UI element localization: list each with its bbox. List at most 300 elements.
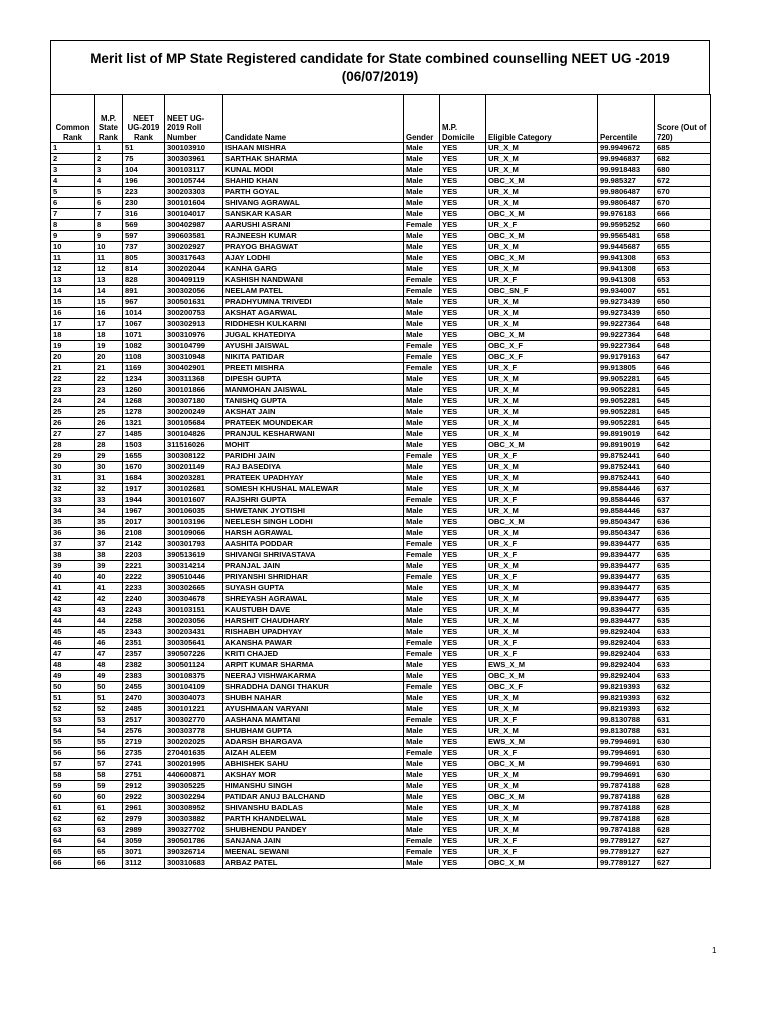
table-row xyxy=(51,770,711,781)
table-cell: 46 xyxy=(95,638,123,649)
table-cell: Male xyxy=(404,616,440,627)
table-cell: YES xyxy=(440,550,486,561)
table-cell: YES xyxy=(440,176,486,187)
table-cell: YES xyxy=(440,374,486,385)
table-cell: 300302665 xyxy=(165,583,223,594)
table-cell: 37 xyxy=(95,539,123,550)
table-cell: 46 xyxy=(51,638,95,649)
table-cell: 99.8504347 xyxy=(598,517,655,528)
table-cell: 300304073 xyxy=(165,693,223,704)
table-cell: 48 xyxy=(51,660,95,671)
table-row xyxy=(51,792,711,803)
table-cell: UR_X_F xyxy=(486,220,598,231)
table-cell: YES xyxy=(440,385,486,396)
table-cell: 99.8394477 xyxy=(598,539,655,550)
table-cell: OBC_X_M xyxy=(486,671,598,682)
table-cell: OBC_X_F xyxy=(486,341,598,352)
table-row xyxy=(51,264,711,275)
table-cell: 26 xyxy=(95,418,123,429)
table-cell: OBC_X_M xyxy=(486,792,598,803)
table-cell: Female xyxy=(404,539,440,550)
table-cell: 2989 xyxy=(123,825,165,836)
table-cell: 9 xyxy=(95,231,123,242)
table-cell: 99.7994691 xyxy=(598,737,655,748)
table-row xyxy=(51,484,711,495)
table-cell: 1014 xyxy=(123,308,165,319)
document-date: (06/07/2019) xyxy=(341,69,419,84)
table-cell: 680 xyxy=(655,165,711,176)
table-cell: 66 xyxy=(95,858,123,869)
table-cell: OBC_X_M xyxy=(486,759,598,770)
table-cell: OBC_X_M xyxy=(486,440,598,451)
table-cell: HIMANSHU SINGH xyxy=(223,781,404,792)
table-cell: 390327702 xyxy=(165,825,223,836)
table-cell: 300105744 xyxy=(165,176,223,187)
table-row xyxy=(51,187,711,198)
table-cell: UR_X_F xyxy=(486,539,598,550)
table-cell: 2922 xyxy=(123,792,165,803)
table-cell: 99.7789127 xyxy=(598,847,655,858)
table-cell: 52 xyxy=(51,704,95,715)
table-cell: Male xyxy=(404,770,440,781)
table-cell: 47 xyxy=(51,649,95,660)
table-cell: DIPESH GUPTA xyxy=(223,374,404,385)
document-title: Merit list of MP State Registered candidate for State combined counselling NEET UG -2019 xyxy=(90,51,670,66)
table-cell: 75 xyxy=(123,154,165,165)
table-cell: 45 xyxy=(51,627,95,638)
table-cell: 569 xyxy=(123,220,165,231)
table-cell: 99.9052281 xyxy=(598,374,655,385)
table-cell: 300301793 xyxy=(165,539,223,550)
table-cell: YES xyxy=(440,737,486,748)
table-cell: Male xyxy=(404,253,440,264)
table-cell: KRITI CHAJED xyxy=(223,649,404,660)
table-cell: 316 xyxy=(123,209,165,220)
table-cell: Male xyxy=(404,264,440,275)
table-cell: 658 xyxy=(655,231,711,242)
table-row xyxy=(51,396,711,407)
table-cell: 41 xyxy=(95,583,123,594)
table-cell: 99.8394477 xyxy=(598,572,655,583)
table-cell: Male xyxy=(404,374,440,385)
table-cell: Male xyxy=(404,803,440,814)
table-cell: 828 xyxy=(123,275,165,286)
table-cell: 99.7874188 xyxy=(598,781,655,792)
table-cell: YES xyxy=(440,231,486,242)
table-cell: Male xyxy=(404,198,440,209)
table-cell: 300305641 xyxy=(165,638,223,649)
merit-list-table xyxy=(50,94,711,869)
table-cell: 1684 xyxy=(123,473,165,484)
table-cell: Male xyxy=(404,209,440,220)
table-cell: AASHANA MAMTANI xyxy=(223,715,404,726)
table-cell: Male xyxy=(404,627,440,638)
table-row xyxy=(51,330,711,341)
table-cell: 99.8394477 xyxy=(598,550,655,561)
table-cell: 12 xyxy=(51,264,95,275)
table-cell: 300302770 xyxy=(165,715,223,726)
table-cell: YES xyxy=(440,165,486,176)
table-cell: 11 xyxy=(95,253,123,264)
table-cell: Female xyxy=(404,341,440,352)
table-cell: 648 xyxy=(655,341,711,352)
table-cell: 1082 xyxy=(123,341,165,352)
table-cell: 632 xyxy=(655,693,711,704)
table-cell: 99.8130788 xyxy=(598,726,655,737)
table-cell: OBC_X_M xyxy=(486,231,598,242)
table-cell: Male xyxy=(404,792,440,803)
table-cell: 50 xyxy=(51,682,95,693)
table-cell: Male xyxy=(404,660,440,671)
table-cell: 99.8292404 xyxy=(598,649,655,660)
table-cell: UR_X_M xyxy=(486,187,598,198)
table-cell: 18 xyxy=(95,330,123,341)
table-cell: 38 xyxy=(95,550,123,561)
table-cell: YES xyxy=(440,825,486,836)
table-row xyxy=(51,143,711,154)
table-cell: Male xyxy=(404,396,440,407)
table-cell: Male xyxy=(404,176,440,187)
table-cell: 99.8919019 xyxy=(598,429,655,440)
table-cell: 2233 xyxy=(123,583,165,594)
table-cell: UR_X_M xyxy=(486,429,598,440)
table-cell: 6 xyxy=(95,198,123,209)
table-row xyxy=(51,462,711,473)
table-cell: YES xyxy=(440,583,486,594)
table-cell: 1917 xyxy=(123,484,165,495)
table-cell: KAUSTUBH DAVE xyxy=(223,605,404,616)
table-cell: PATIDAR ANUJ BALCHAND xyxy=(223,792,404,803)
table-cell: AKSHAT AGARWAL xyxy=(223,308,404,319)
table-row xyxy=(51,297,711,308)
table-cell: 40 xyxy=(95,572,123,583)
table-cell: 58 xyxy=(51,770,95,781)
table-cell: 51 xyxy=(51,693,95,704)
table-cell: 1485 xyxy=(123,429,165,440)
table-row xyxy=(51,627,711,638)
table-cell: 300203056 xyxy=(165,616,223,627)
table-cell: UR_X_M xyxy=(486,165,598,176)
table-cell: Female xyxy=(404,275,440,286)
table-cell: 15 xyxy=(51,297,95,308)
table-cell: Female xyxy=(404,286,440,297)
table-cell: 99.8394477 xyxy=(598,616,655,627)
table-cell: YES xyxy=(440,242,486,253)
table-cell: 666 xyxy=(655,209,711,220)
table-cell: 2470 xyxy=(123,693,165,704)
table-cell: RAJNEESH KUMAR xyxy=(223,231,404,242)
table-cell: YES xyxy=(440,418,486,429)
table-cell: 104 xyxy=(123,165,165,176)
table-cell: 35 xyxy=(51,517,95,528)
table-cell: PARTH KHANDELWAL xyxy=(223,814,404,825)
table-cell: 99.7789127 xyxy=(598,836,655,847)
table-cell: 32 xyxy=(95,484,123,495)
table-row xyxy=(51,319,711,330)
table-cell: 300310976 xyxy=(165,330,223,341)
table-row xyxy=(51,605,711,616)
table-cell: 300103196 xyxy=(165,517,223,528)
table-cell: 300101221 xyxy=(165,704,223,715)
table-cell: YES xyxy=(440,451,486,462)
table-cell: UR_X_M xyxy=(486,627,598,638)
table-cell: 300203303 xyxy=(165,187,223,198)
table-cell: 48 xyxy=(95,660,123,671)
table-cell: UR_X_M xyxy=(486,781,598,792)
table-cell: 300101604 xyxy=(165,198,223,209)
table-cell: AYUSHMAAN VARYANI xyxy=(223,704,404,715)
table-cell: 635 xyxy=(655,594,711,605)
table-cell: 99.8584446 xyxy=(598,495,655,506)
table-cell: 99.9273439 xyxy=(598,297,655,308)
table-cell: 635 xyxy=(655,616,711,627)
table-cell: 58 xyxy=(95,770,123,781)
table-cell: 635 xyxy=(655,605,711,616)
table-cell: 99.7874188 xyxy=(598,825,655,836)
table-cell: 99.941308 xyxy=(598,264,655,275)
table-cell: 99.8394477 xyxy=(598,605,655,616)
table-row xyxy=(51,638,711,649)
table-cell: 642 xyxy=(655,440,711,451)
table-cell: 633 xyxy=(655,671,711,682)
table-row xyxy=(51,308,711,319)
table-cell: 1260 xyxy=(123,385,165,396)
table-row xyxy=(51,418,711,429)
table-cell: UR_X_M xyxy=(486,297,598,308)
table-cell: 99.8219393 xyxy=(598,704,655,715)
table-cell: 25 xyxy=(51,407,95,418)
table-cell: 52 xyxy=(95,704,123,715)
table-cell: AYUSHI JAISWAL xyxy=(223,341,404,352)
table-cell: Male xyxy=(404,319,440,330)
table-row xyxy=(51,847,711,858)
table-cell: PRIYANSHI SHRIDHAR xyxy=(223,572,404,583)
table-cell: Male xyxy=(404,858,440,869)
table-cell: YES xyxy=(440,671,486,682)
table-cell: 18 xyxy=(51,330,95,341)
table-cell: 300314214 xyxy=(165,561,223,572)
table-cell: 43 xyxy=(51,605,95,616)
table-row xyxy=(51,704,711,715)
table-cell: 27 xyxy=(95,429,123,440)
table-cell: 637 xyxy=(655,484,711,495)
table-cell: 655 xyxy=(655,242,711,253)
table-cell: Male xyxy=(404,583,440,594)
table-cell: Male xyxy=(404,385,440,396)
table-cell: 635 xyxy=(655,561,711,572)
table-cell: Male xyxy=(404,594,440,605)
table-cell: PARTH GOYAL xyxy=(223,187,404,198)
table-cell: YES xyxy=(440,330,486,341)
table-cell: AASHITA PODDAR xyxy=(223,539,404,550)
table-row xyxy=(51,715,711,726)
table-cell: 196 xyxy=(123,176,165,187)
table-header-row xyxy=(51,95,711,143)
table-row xyxy=(51,198,711,209)
table-cell: UR_X_F xyxy=(486,649,598,660)
table-cell: 29 xyxy=(51,451,95,462)
table-cell: 99.8752441 xyxy=(598,451,655,462)
table-cell: 1 xyxy=(95,143,123,154)
table-cell: 627 xyxy=(655,847,711,858)
table-cell: UR_X_M xyxy=(486,396,598,407)
table-cell: TANISHQ GUPTA xyxy=(223,396,404,407)
table-cell: 99.941308 xyxy=(598,253,655,264)
table-cell: 682 xyxy=(655,154,711,165)
table-cell: OBC_X_M xyxy=(486,330,598,341)
table-cell: Male xyxy=(404,143,440,154)
table-cell: 2142 xyxy=(123,539,165,550)
table-cell: 45 xyxy=(95,627,123,638)
table-cell: Female xyxy=(404,682,440,693)
table-cell: 55 xyxy=(95,737,123,748)
table-cell: UR_X_M xyxy=(486,242,598,253)
table-cell: 36 xyxy=(51,528,95,539)
table-cell: 637 xyxy=(655,495,711,506)
table-cell: 99.9949672 xyxy=(598,143,655,154)
table-cell: YES xyxy=(440,814,486,825)
table-cell: 30 xyxy=(95,462,123,473)
table-cell: 300303961 xyxy=(165,154,223,165)
table-cell: 8 xyxy=(95,220,123,231)
table-cell: 99.7994691 xyxy=(598,770,655,781)
table-row xyxy=(51,737,711,748)
table-cell: MEENAL SEWANI xyxy=(223,847,404,858)
table-cell: UR_X_F xyxy=(486,748,598,759)
table-cell: 23 xyxy=(95,385,123,396)
table-cell: OBC_X_M xyxy=(486,517,598,528)
table-cell: 814 xyxy=(123,264,165,275)
table-cell: YES xyxy=(440,440,486,451)
table-cell: UR_X_M xyxy=(486,814,598,825)
table-cell: UR_X_F xyxy=(486,715,598,726)
table-cell: 99.7874188 xyxy=(598,792,655,803)
table-cell: PRATEEK MOUNDEKAR xyxy=(223,418,404,429)
table-cell: 99.913805 xyxy=(598,363,655,374)
table-cell: OBC_X_M xyxy=(486,209,598,220)
table-row xyxy=(51,858,711,869)
table-cell: MOHIT xyxy=(223,440,404,451)
table-cell: Female xyxy=(404,638,440,649)
table-cell: Male xyxy=(404,418,440,429)
table-row xyxy=(51,803,711,814)
table-cell: YES xyxy=(440,627,486,638)
table-cell: 7 xyxy=(95,209,123,220)
table-cell: 15 xyxy=(95,297,123,308)
table-cell: 648 xyxy=(655,319,711,330)
table-cell: 99.9595252 xyxy=(598,220,655,231)
table-cell: 670 xyxy=(655,198,711,209)
table-cell: 631 xyxy=(655,726,711,737)
table-row xyxy=(51,451,711,462)
table-cell: 2979 xyxy=(123,814,165,825)
table-cell: 57 xyxy=(95,759,123,770)
table-cell: YES xyxy=(440,660,486,671)
table-cell: 99.9806487 xyxy=(598,198,655,209)
table-cell: Male xyxy=(404,473,440,484)
table-cell: 300200753 xyxy=(165,308,223,319)
table-cell: UR_X_M xyxy=(486,154,598,165)
table-cell: YES xyxy=(440,858,486,869)
table-cell: YES xyxy=(440,154,486,165)
table-cell: 17 xyxy=(95,319,123,330)
table-cell: 632 xyxy=(655,682,711,693)
table-cell: YES xyxy=(440,396,486,407)
table-cell: SHWETANK JYOTISHI xyxy=(223,506,404,517)
table-cell: 628 xyxy=(655,825,711,836)
table-cell: 651 xyxy=(655,286,711,297)
table-cell: Male xyxy=(404,429,440,440)
table-cell: UR_X_F xyxy=(486,638,598,649)
table-cell: 54 xyxy=(95,726,123,737)
table-row xyxy=(51,814,711,825)
table-cell: KASHISH NANDWANI xyxy=(223,275,404,286)
table-cell: 2383 xyxy=(123,671,165,682)
table-cell: OBC_X_M xyxy=(486,176,598,187)
table-cell: YES xyxy=(440,792,486,803)
table-cell: 660 xyxy=(655,220,711,231)
table-cell: 39 xyxy=(95,561,123,572)
column-header: Candidate Name xyxy=(223,95,404,143)
table-cell: 653 xyxy=(655,264,711,275)
table-cell: YES xyxy=(440,143,486,154)
table-cell: 1071 xyxy=(123,330,165,341)
table-cell: YES xyxy=(440,539,486,550)
table-cell: 47 xyxy=(95,649,123,660)
table-cell: Male xyxy=(404,187,440,198)
table-row xyxy=(51,429,711,440)
table-cell: 390326714 xyxy=(165,847,223,858)
table-cell: 53 xyxy=(51,715,95,726)
table-cell: 300203281 xyxy=(165,473,223,484)
table-row xyxy=(51,825,711,836)
table-cell: NEERAJ VISHWAKARMA xyxy=(223,671,404,682)
table-cell: SARTHAK SHARMA xyxy=(223,154,404,165)
table-cell: 10 xyxy=(95,242,123,253)
table-cell: MANMOHAN JAISWAL xyxy=(223,385,404,396)
table-row xyxy=(51,649,711,660)
table-cell: YES xyxy=(440,693,486,704)
table-cell: 2912 xyxy=(123,781,165,792)
table-cell: UR_X_M xyxy=(486,704,598,715)
table-cell: YES xyxy=(440,341,486,352)
table-cell: UR_X_F xyxy=(486,847,598,858)
table-cell: Male xyxy=(404,814,440,825)
table-cell: 99.9445687 xyxy=(598,242,655,253)
table-cell: 42 xyxy=(95,594,123,605)
table-cell: YES xyxy=(440,561,486,572)
table-row xyxy=(51,275,711,286)
table-cell: 390510446 xyxy=(165,572,223,583)
table-body xyxy=(51,143,711,869)
table-cell: UR_X_M xyxy=(486,308,598,319)
table-cell: EWS_X_M xyxy=(486,660,598,671)
table-cell: 99.985327 xyxy=(598,176,655,187)
table-row xyxy=(51,385,711,396)
table-cell: 99.8292404 xyxy=(598,638,655,649)
table-cell: PRANJUL KESHARWANI xyxy=(223,429,404,440)
table-cell: UR_X_M xyxy=(486,506,598,517)
table-cell: 3071 xyxy=(123,847,165,858)
table-cell: OBC_X_M xyxy=(486,858,598,869)
table-cell: 22 xyxy=(51,374,95,385)
table-cell: PRANJAL JAIN xyxy=(223,561,404,572)
table-cell: 99.9806487 xyxy=(598,187,655,198)
table-cell: 2751 xyxy=(123,770,165,781)
table-cell: 99.7874188 xyxy=(598,814,655,825)
table-cell: AIZAH ALEEM xyxy=(223,748,404,759)
table-cell: UR_X_M xyxy=(486,594,598,605)
